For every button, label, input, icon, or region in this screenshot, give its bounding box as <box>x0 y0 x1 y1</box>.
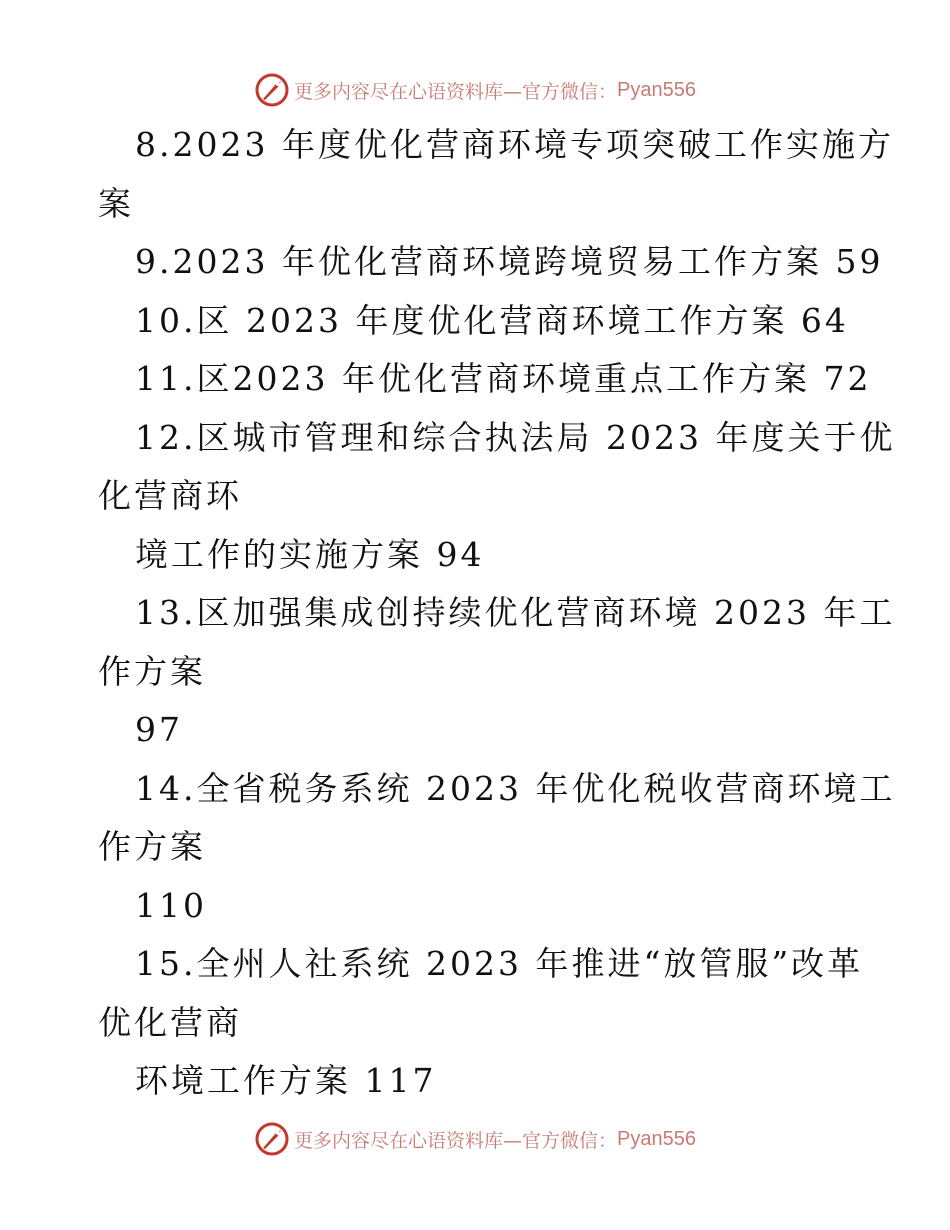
toc-line: 15.全州人社系统 2023 年推进“放管服”改革 <box>135 944 864 983</box>
toc-line: 12.区城市管理和综合执法局 2023 年度关于优 <box>135 417 896 457</box>
footer-banner <box>0 1119 950 1159</box>
toc-line: 97 <box>135 710 183 749</box>
pen-nib-logo-icon <box>254 72 290 108</box>
toc-line: 环境工作方案 117 <box>135 1061 437 1100</box>
toc-line: 案 <box>98 183 134 223</box>
toc-line: 8.2023 年度优化营商环境专项突破工作实施方 <box>135 125 894 164</box>
toc-line: 9.2023 年优化营商环境跨境贸易工作方案 59 <box>135 242 884 281</box>
toc-line: 境工作的实施方案 94 <box>135 534 485 574</box>
banner-text: 更多内容尽在心语资料库—官方微信： <box>294 80 618 103</box>
toc-line: 10.区 2023 年度优化营商环境工作方案 64 <box>135 300 849 340</box>
toc-line: 化营商环 <box>98 476 242 515</box>
toc-line: 作方案 <box>98 651 206 691</box>
toc-line: 作方案 <box>98 827 206 866</box>
banner-account: Pyan556 <box>617 78 696 101</box>
header-banner <box>0 70 950 110</box>
toc-line: 14.全省税务系统 2023 年优化税收营商环境工 <box>135 768 896 808</box>
toc-line: 13.区加强集成创持续优化营商环境 2023 年工 <box>135 593 896 632</box>
toc-line: 11.区2023 年优化营商环境重点工作方案 72 <box>135 359 872 398</box>
banner-account: Pyan556 <box>617 1127 696 1150</box>
banner-text: 更多内容尽在心语资料库—官方微信： <box>294 1129 618 1152</box>
toc-line: 110 <box>135 885 207 925</box>
pen-nib-logo-icon <box>254 1121 290 1157</box>
toc-line: 优化营商 <box>98 1002 242 1042</box>
document-body <box>98 116 896 1111</box>
